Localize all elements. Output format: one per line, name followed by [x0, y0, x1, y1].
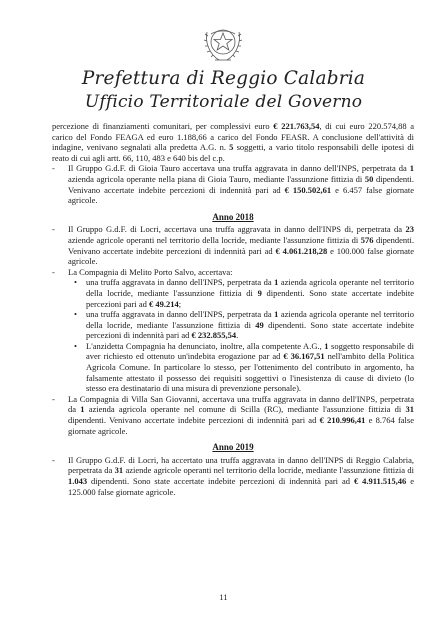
- letterhead-title: Prefettura di Reggio Calabria: [81, 68, 366, 89]
- bullet-marker: •: [74, 309, 77, 320]
- bold-figure: 31: [114, 465, 124, 476]
- text-run: e 100.000 false giornate agricole.: [68, 245, 414, 267]
- bullet-item: [52, 309, 414, 341]
- text-run: azienda agricola operante nel territorio della locride, mediante l'assunzione fittizia di: [86, 277, 414, 298]
- bold-figure: 49: [255, 319, 264, 330]
- bold-figure: 23: [405, 224, 414, 235]
- text-run: dipendenti. Sono state accertate indebite percezioni di indennità pari ad: [87, 476, 354, 486]
- dash-item: [52, 455, 414, 497]
- text-run: dipendenti. Venivano accertate indebite percezioni di indennità pari ad: [68, 173, 414, 195]
- bold-figure: 9: [257, 287, 262, 298]
- paragraph: [52, 121, 414, 163]
- year-heading: Anno 2019: [212, 442, 254, 453]
- dash-item: [52, 224, 414, 266]
- bold-figure: € 232.855,54: [191, 330, 237, 341]
- bold-figure: € 221.763,54: [273, 121, 320, 131]
- text-run: soggetto responsabile di aver richiesto ed ottenuto un'indebita erogazione par ad: [86, 340, 415, 362]
- text-run: percezione di finanziamenti comunitari, per complessivi euro: [52, 121, 274, 131]
- document-body: [52, 121, 414, 497]
- text-run: azienda agricola operante nella piana di Gioia Tauro, mediante l'assunzione fittizia di: [68, 173, 365, 184]
- text-run: dipendenti. Sono state accertate indebite percezioni di indennità pari ad: [86, 319, 414, 341]
- dash-marker: -: [52, 163, 55, 174]
- bullet-marker: •: [74, 277, 77, 288]
- text-run: , di cui euro 220.574,88 a carico del Fondo FEAGA ed euro 1.188,66 a carico del Fondo FEASR. A conclusione dell'attività di indagine, venivano segnalati alla predetta A.G. n.: [52, 121, 414, 153]
- bold-figure: 5: [229, 142, 234, 153]
- dash-item: [52, 163, 414, 205]
- text-run: e 125.000 false giornate agricole.: [68, 476, 414, 497]
- text-run: soggetti, a vario titolo responsabili delle ipotesi di reato di cui agli artt. 66, 110, 483 e 640 bis del c.p.: [52, 142, 414, 163]
- page-number: 11: [219, 592, 228, 602]
- bold-figure: € 36.167,51: [283, 351, 325, 362]
- bullet-item: [52, 277, 414, 309]
- letterhead-subtitle: Ufficio Territoriale del Governo: [84, 92, 363, 112]
- bullet-item: [52, 341, 414, 394]
- text-run: La Compagnia di Melito Porto Salvo, accertava:: [68, 266, 233, 277]
- dash-marker: -: [52, 266, 55, 277]
- bold-figure: € 4.911.515,46: [353, 476, 407, 486]
- text-run: Il Gruppo G.d.F. di Locri, ha accertato una truffa aggravata in danno dell'INPS di Reggio Calabria, perpetrata da: [68, 454, 414, 476]
- dash-marker: -: [52, 224, 55, 235]
- text-run: dipendenti. Venivano accertate indebite percezioni di indennità pari ad: [68, 234, 414, 256]
- text-run: dipendenti. Venivano accertate indebite percezioni di indennità pari ad: [68, 415, 320, 426]
- bold-figure: 1: [274, 277, 279, 288]
- bold-figure: 50: [364, 173, 374, 184]
- dash-marker: -: [52, 454, 55, 465]
- bold-figure: € 4.061.218,28: [275, 245, 328, 256]
- dash-item: [52, 394, 414, 436]
- bold-figure: 1: [80, 404, 85, 415]
- text-run: Il Gruppo G.d.F. di Locri, accertava una truffa aggravata in danno dell'INPS di, perpetrata da: [68, 224, 406, 235]
- text-run: Il Gruppo G.d.F. di Gioia Tauro accertava una truffa aggravata in danno dell'INPS, perpetrata da: [68, 163, 410, 174]
- bold-figure: 1.043: [68, 476, 88, 486]
- dash-marker: -: [52, 393, 55, 404]
- text-run: dipendenti. Sono state accertate indebite percezioni pari ad: [86, 287, 414, 309]
- text-run: una truffa aggravata in danno dell'INPS, perpetrata da: [86, 277, 275, 288]
- bold-figure: € 210.996,41: [319, 415, 366, 426]
- bold-figure: € 49.214: [149, 298, 179, 309]
- year-heading: Anno 2018: [212, 211, 254, 222]
- text-run: aziende agricole operanti nel territorio della locride, mediante l'assunzione fittizia di: [68, 234, 361, 245]
- text-run: La Compagnia di Villa San Giovanni, accertava una truffa aggravata in danno dell'INPS, perpetrata da: [68, 393, 414, 415]
- italian-republic-emblem-icon: [201, 22, 245, 64]
- bold-figure: € 150.502,61: [284, 184, 332, 195]
- bold-figure: 1: [274, 309, 279, 320]
- text-run: e 8.764 false giornate agricole.: [68, 415, 414, 436]
- bold-figure: 1: [324, 340, 329, 351]
- text-run: azienda agricola operante nel comune di Scilla (RC), mediante l'assunzione fittizia di: [84, 404, 406, 415]
- text-run: nell'ambito della Politica Agricola Comune. In particolare lo stesso, per l'ottenimento del contributo in argomento, ha falsamente attestato il possesso dei requisiti soggettivi o l'inesistenza di cause di divieto (lo stesso era destinatario di una misura di prevenzione personale).: [86, 351, 415, 394]
- bold-figure: 31: [405, 404, 414, 415]
- text-run: L'anzidetta Compagnia ha denunciato, inoltre, alla competente A.G.,: [86, 340, 325, 351]
- bold-figure: 1: [409, 163, 414, 174]
- text-run: aziende agricole operanti nel territorio della locride, mediante l'assunzione fittizia di: [123, 465, 414, 476]
- bold-figure: 576: [360, 234, 374, 245]
- text-run: ;: [178, 298, 182, 309]
- dash-item: [52, 267, 414, 278]
- bullet-marker: •: [74, 340, 77, 351]
- text-run: .: [236, 330, 239, 341]
- text-run: e 6.457 false giornate agricole.: [68, 184, 414, 206]
- text-run: una truffa aggravata in danno dell'INPS, perpetrata da: [86, 309, 275, 320]
- text-run: azienda agricola operante nel territorio della locride, mediante l'assunzione fittizia di: [86, 309, 414, 330]
